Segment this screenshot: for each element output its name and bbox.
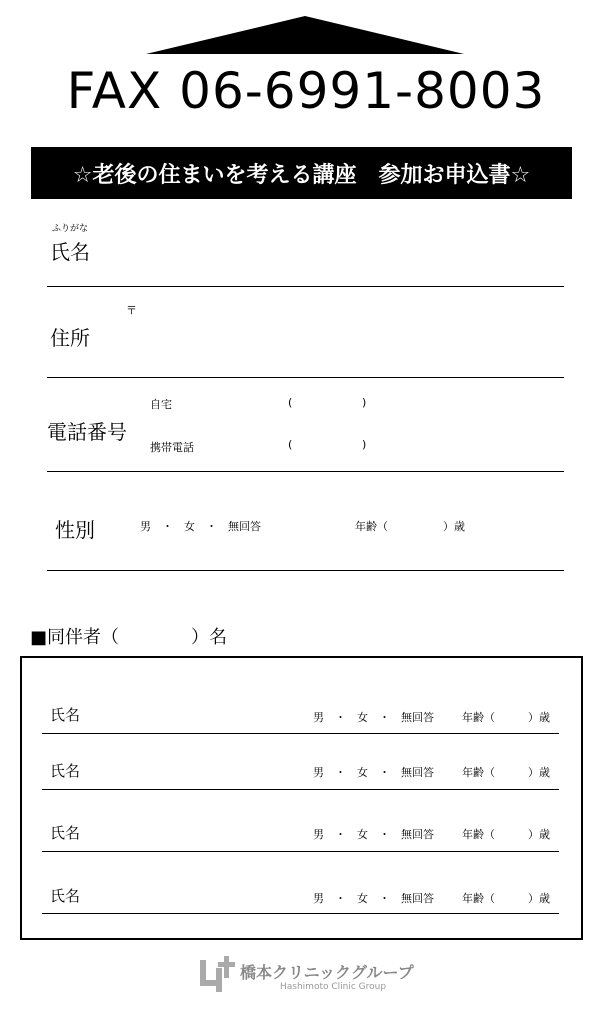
clinic-logo (196, 954, 416, 998)
companion-row-2-line (42, 789, 559, 790)
header-roof-shape (146, 16, 464, 54)
companion-row-2-options: 男 ・ 女 ・ 無回答 (313, 766, 434, 779)
companion-row-4-name: 氏名 (50, 887, 81, 905)
title-banner: ☆老後の住まいを考える講座 参加お申込書☆ (31, 147, 572, 199)
name-line (47, 286, 564, 287)
companion-row-3-options: 男 ・ 女 ・ 無回答 (313, 828, 434, 841)
phone-label: 電話番号 (47, 420, 127, 444)
companion-row-2-name: 氏名 (50, 762, 81, 780)
companion-row-4-line (42, 913, 559, 914)
companion-row-1-options: 男 ・ 女 ・ 無回答 (313, 711, 434, 724)
companion-row-4-age: 年齢（ ）歳 (462, 892, 550, 905)
companion-row-3-line (42, 851, 559, 852)
phone-mobile-label: 携帯電話 (150, 441, 194, 454)
furigana-label: ふりがな (52, 224, 89, 234)
companions-heading: ■同伴者（ ）名 (30, 627, 228, 648)
gender-label: 性別 (55, 518, 95, 542)
phone-home-close-paren: ) (362, 396, 367, 409)
companion-row-4-options: 男 ・ 女 ・ 無回答 (313, 892, 434, 905)
phone-mobile-close-paren: ) (362, 438, 367, 451)
phone-home-open-paren: ( (288, 396, 293, 409)
age-field: 年齢（ ）歳 (355, 520, 465, 533)
clinic-logo-english: Hashimoto Clinic Group (280, 982, 387, 992)
clinic-logo-icon (196, 954, 236, 994)
companion-row-2-age: 年齢（ ）歳 (462, 766, 550, 779)
companion-row-1-line (42, 733, 559, 734)
companion-row-3-age: 年齢（ ）歳 (462, 828, 550, 841)
companion-row-3-name: 氏名 (50, 824, 81, 842)
gender-line (47, 570, 564, 571)
address-line (47, 377, 564, 378)
clinic-logo-text: 橋本クリニックグループ (240, 963, 414, 982)
address-label: 住所 (50, 326, 90, 350)
gender-options: 男 ・ 女 ・ 無回答 (140, 520, 261, 533)
phone-line (47, 471, 564, 472)
phone-home-label: 自宅 (150, 398, 172, 411)
fax-number: FAX 06-6991-8003 (66, 62, 546, 120)
name-label: 氏名 (50, 240, 90, 264)
companion-row-1-age: 年齢（ ）歳 (462, 711, 550, 724)
phone-mobile-open-paren: ( (288, 438, 293, 451)
companion-row-1-name: 氏名 (50, 706, 81, 724)
postal-mark: 〒 (126, 304, 137, 317)
